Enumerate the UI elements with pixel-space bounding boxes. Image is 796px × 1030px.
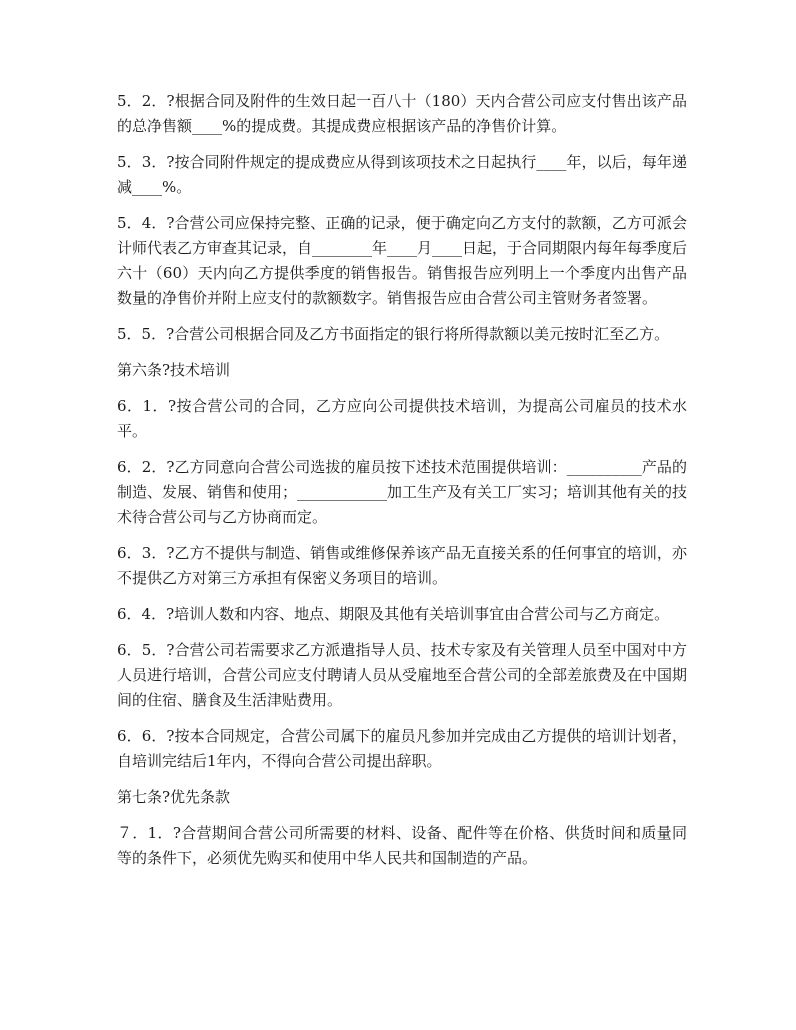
clause-5-2: 5．2．?根据合同及附件的生效日起一百八十（180）天内合营公司应支付售出该产品的总净售额____%的提成费。其提成费应根据该产品的净售价计算。 <box>117 92 687 135</box>
clause-6-5: 6．5．?合营公司若需要求乙方派遣指导人员、技术专家及有关管理人员至中国对中方人员进行培训，合营公司应支付聘请人员从受雇地至合营公司的全部差旅费及在中国期间的住宿、膳食及生活津贴费用。 <box>117 641 688 709</box>
clause-5-4: 5．4．?合营公司应保持完整、正确的记录，便于确定向乙方支付的款额，乙方可派会计师代表乙方审查其记录，自________年____月____日起，于合同期限内每年每季度后六十（60）天内向乙方提供季度的销售报告。销售报告应列明上一个季度内出售产品数量的净售价并附上应支付的款额数字。销售报告应由合营公司主管财务者签署。 <box>117 214 688 307</box>
clause-6-4: 6．4．?培训人数和内容、地点、期限及其他有关培训事宜由合营公司与乙方商定。 <box>117 605 670 623</box>
clause-6-2: 6．2．?乙方同意向合营公司选拔的雇员按下述技术范围提供培训：__________产品的制造、发展、销售和使用；____________加工生产及有关工厂实习；培训其他有关的技术待合营公司与乙方协商而定。 <box>117 458 688 526</box>
clause-6-1: 6．1．?按合营公司的合同，乙方应向公司提供技术培训，为提高公司雇员的技术水平。 <box>117 397 687 440</box>
clause-5-3: 5．3．?按合同附件规定的提成费应从得到该项技术之日起执行____年，以后，每年递减____%。 <box>117 153 687 196</box>
clause-6-6: 6．6．?按本合同规定，合营公司属下的雇员凡参加并完成由乙方提供的培训计划者，自培训完结后1年内，不得向合营公司提出辞职。 <box>117 727 687 770</box>
clause-5-5: 5．5．?合营公司根据合同及乙方书面指定的银行将所得款额以美元按时汇至乙方。 <box>117 325 670 343</box>
clause-7-1: ７．1．?合营期间合营公司所需要的材料、设备、配件等在价格、供货时间和质量同等的条件下，必须优先购买和使用中华人民共和国制造的产品。 <box>117 824 687 867</box>
article-6-heading: 第六条?技术培训 <box>117 361 231 379</box>
clause-6-3: 6．3．?乙方不提供与制造、销售或维修保养该产品无直接关系的任何事宜的培训，亦不提供乙方对第三方承担有保密义务项目的培训。 <box>117 544 687 587</box>
document-page <box>117 89 687 882</box>
article-7-heading: 第七条?优先条款 <box>117 788 231 806</box>
